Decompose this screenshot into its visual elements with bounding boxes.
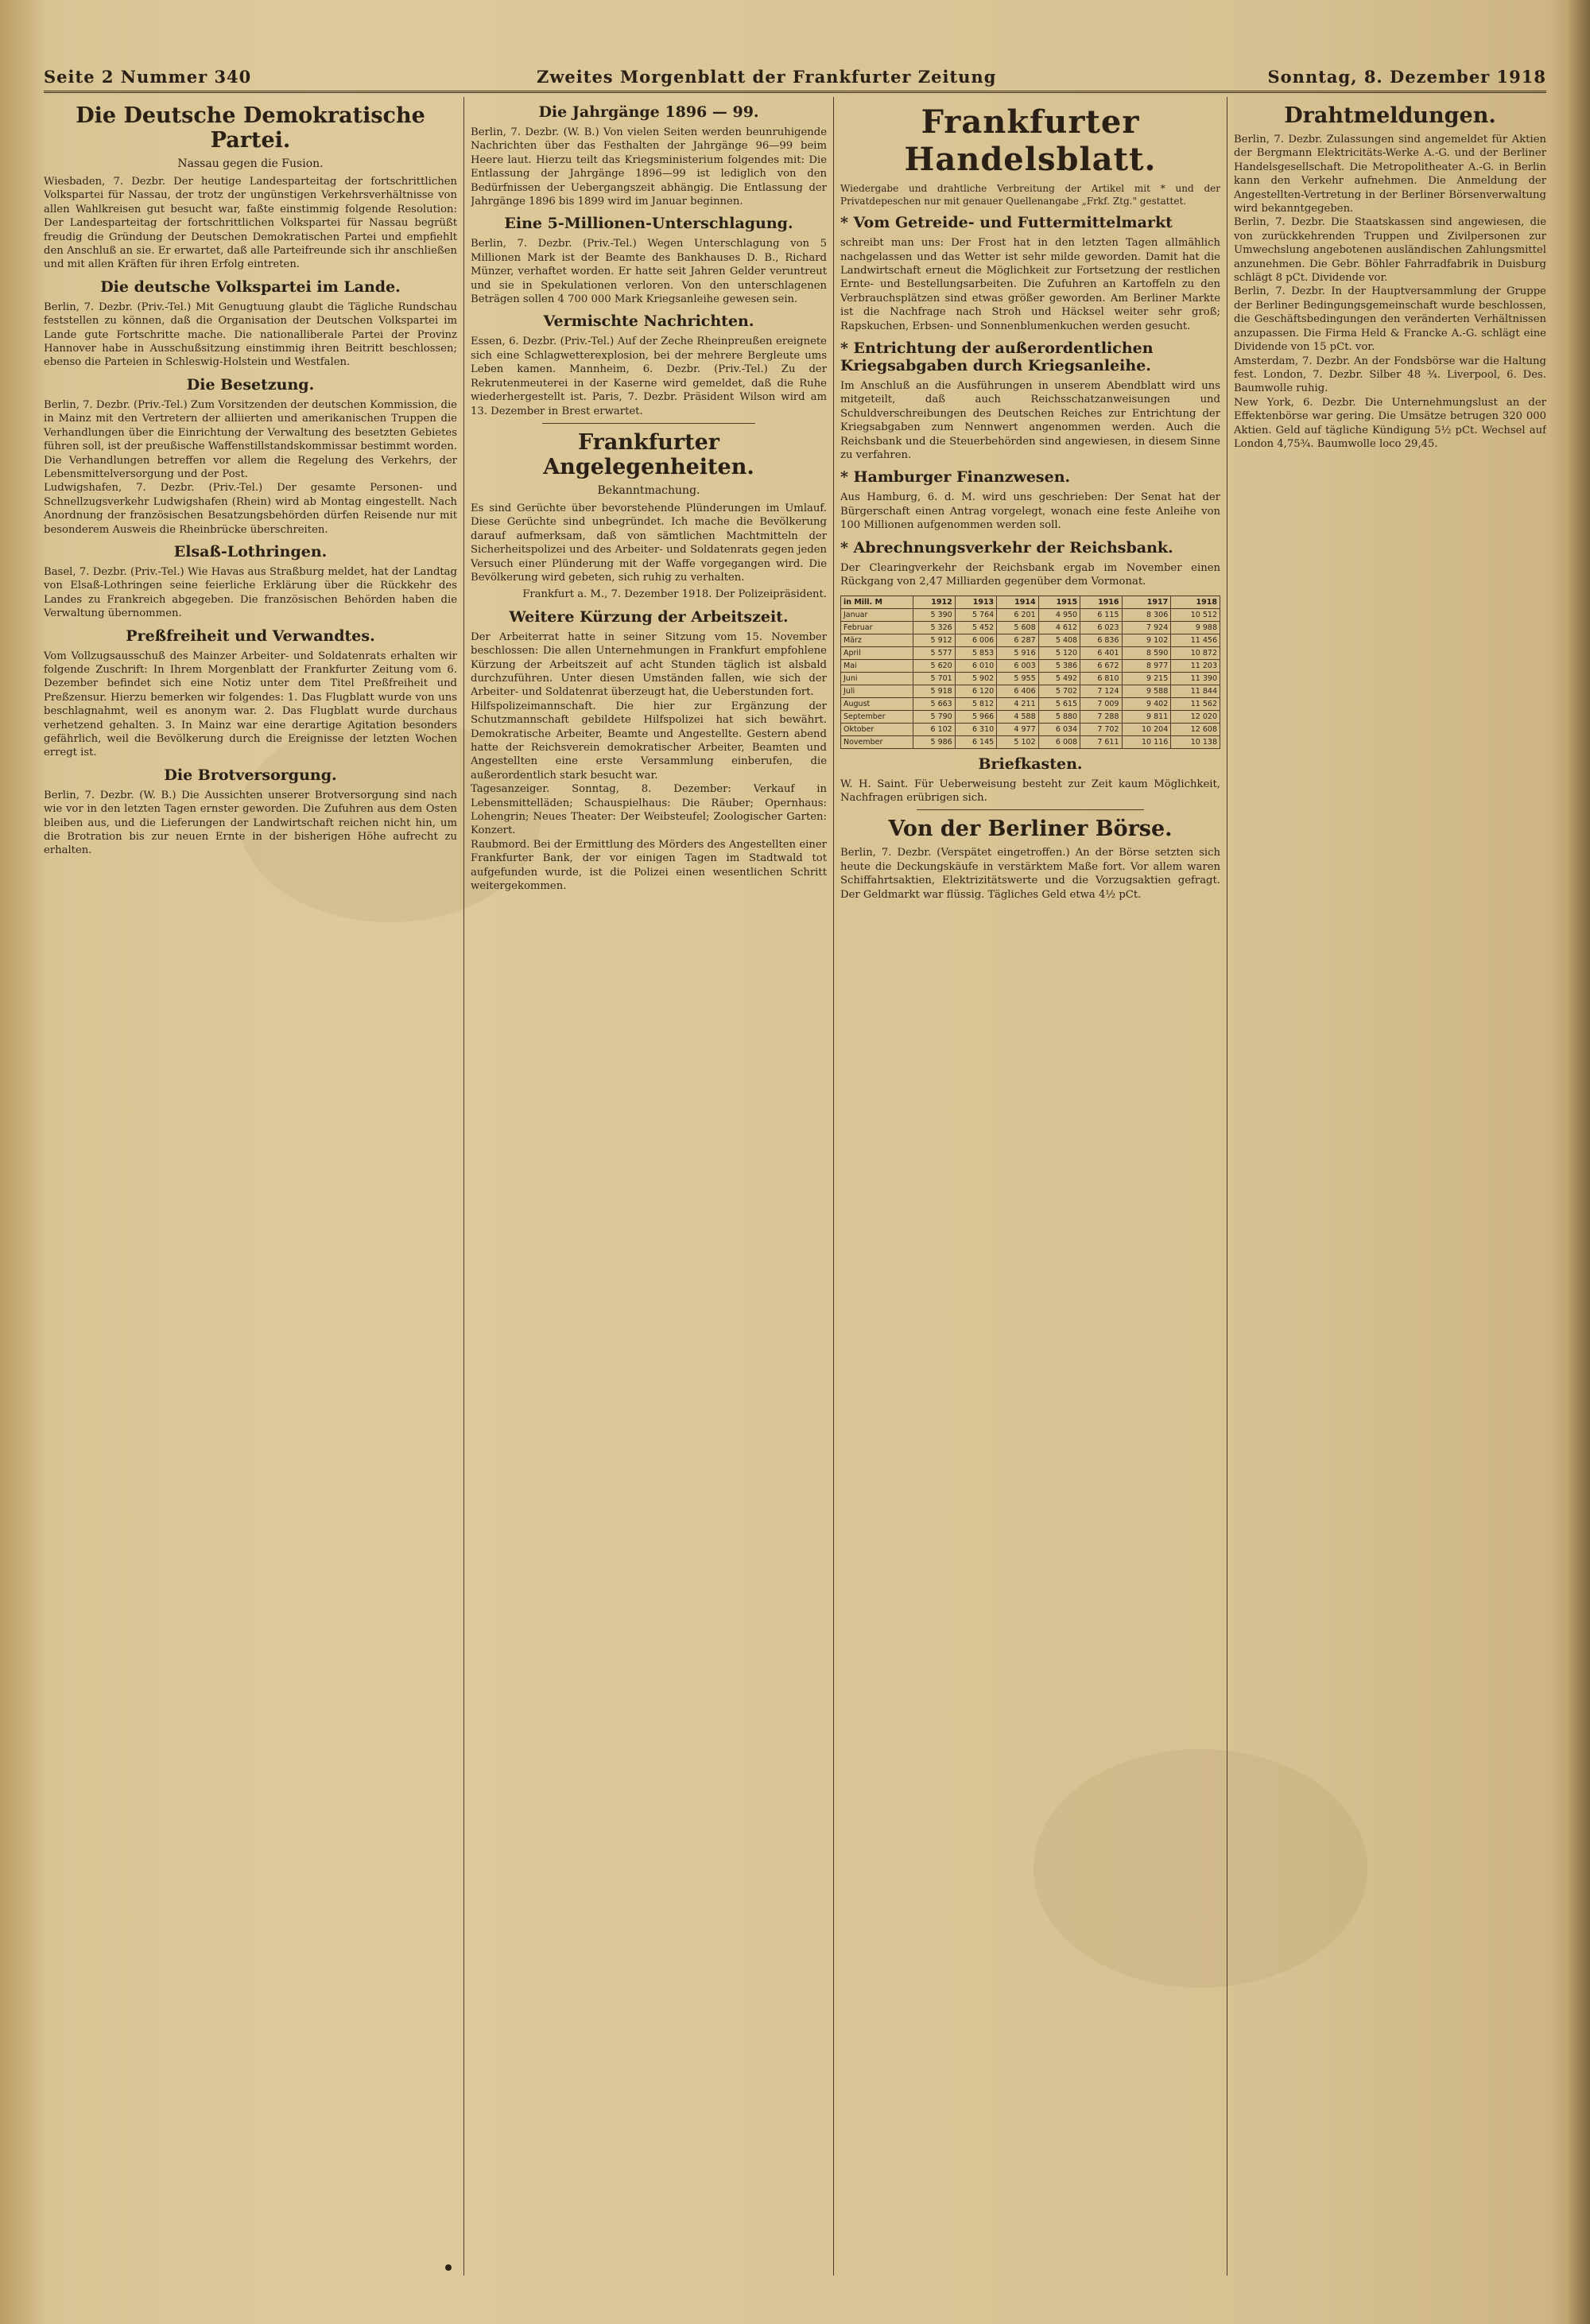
article-text: Essen, 6. Dezbr. (Priv.-Tel.) Auf der Zeche Rheinpreußen ereignete sich eine Schlagwetterexplosion, bei der mehrere Bergleute ums Leben kamen. Mannheim, 6. Dezbr. (Priv.-Tel.) Zu der Rekrutenmeuterei in der Kaserne wird gemeldet, daß die Ruhe wiederhergestellt ist. Paris, 7. Dezbr. Präsident Wilson wird am 13. Dezember in Brest erwartet. [471, 336, 827, 417]
section-heading: Die Brotversorgung. [164, 766, 337, 784]
table-row [841, 634, 1220, 646]
table-cell: 4 612 [1038, 621, 1080, 634]
table-cell: 11 844 [1171, 685, 1220, 697]
table-cell: 6 115 [1080, 608, 1122, 621]
table-cell: 9 402 [1122, 697, 1171, 710]
article-text: Berlin, 7. Dezbr. In der Hauptversammlung der Gruppe der Berliner Bedingungsgemeinschaft wurde beschlossen, die Geschäftsbedingungen den veränderten Verhältnissen anzupassen. Die Firma Held & Francke A.-G. schlägt eine Dividende von 15 pCt. vor. [1234, 285, 1546, 354]
masthead: Zweites Morgenblatt der Frankfurter Zeitung [537, 67, 997, 87]
article-text: W. H. Saint. Für Ueberweisung besteht zur Zeit kaum Möglichkeit, Nachfragen erübrigen sich. [840, 778, 1220, 804]
table-cell: 6 287 [997, 634, 1038, 646]
table-cell: 5 790 [913, 710, 955, 723]
table-cell: 9 215 [1122, 672, 1171, 685]
table-body [841, 608, 1220, 748]
article-text: Berlin, 7. Dezbr. (Verspätet eingetroffen.) An der Börse setzten sich heute die Deckungskäufe in verstärktem Maße fort. Vor allem waren Schiffahrtsaktien, Elektrizitätswerte und die Vorzugsaktien gefragt. Der Geldmarkt war flüssig. Tägliches Geld etwa 4½ pCt. [840, 847, 1220, 901]
article-heading: Die Jahrgänge 1896 — 99. [538, 103, 759, 121]
table-cell: Juli [841, 685, 913, 697]
table-cell: 9 588 [1122, 685, 1171, 697]
table-cell: Juni [841, 672, 913, 685]
article-text: Wiesbaden, 7. Dezbr. Der heutige Landesparteitag der fortschrittlichen Volkspartei für Nassau, der trotz der ungünstigen Verkehrsverhältnisse von allen Wahlkreisen gut besucht war, faßte einstimmig folgende Resolution: Der Landesparteitag der fortschrittlichen Volkspartei für Nassau begrüßt freudig die Gründung der Deutschen Demokratischen Partei und empfiehlt den Anschluß an sie. Er erwartet, daß alle Parteifreunde sich ihr anschließen und mit allen Kräften für ihren Erfolg eintreten. [44, 176, 457, 271]
table-row [841, 608, 1220, 621]
table-header-cell: 1917 [1122, 596, 1171, 608]
table-header-cell: 1918 [1171, 596, 1220, 608]
section-heading: * Abrechnungsverkehr der Reichsbank. [840, 538, 1173, 557]
article-text: New York, 6. Dezbr. Die Unternehmungslust an der Effektenbörse war gering. Die Umsätze betrugen 320 000 Aktien. Geld auf tägliche Kündigung 5½ pCt. Wechsel auf London 4,75¾. Baumwolle loco 29,45. [1234, 396, 1546, 450]
ink-dot [445, 2264, 452, 2271]
table-cell: April [841, 646, 913, 659]
table-cell: 8 306 [1122, 608, 1171, 621]
article-text: Berlin, 7. Dezbr. Zulassungen sind angemeldet für Aktien der Bergmann Elektricitäts-Werke A.-G. und der Berliner Handelsgesellschaft. Die Metropolitheater A.-G. in Berlin kann den Verkehr aufnehmen. Die Anmeldung der Angestellten-Vertretung in der Berliner Börsenverwaltung wird bekanntgegeben. [1234, 134, 1546, 215]
column-news [471, 97, 827, 2276]
table-cell: 9 102 [1122, 634, 1171, 646]
table-header-cell: 1914 [997, 596, 1038, 608]
table-cell: 6 023 [1080, 621, 1122, 634]
article-text: Ludwigshafen, 7. Dezbr. (Priv.-Tel.) Der gesamte Personen- und Schnellzugsverkehr Ludwigshafen (Rhein) wird ab Montag eingestellt. Nach Anordnung der französischen Besatzungsbehörden dürfen Reisende nur mit besonderem Ausweis die Rheinbrücke überschreiten. [44, 482, 457, 536]
section-heading: Die deutsche Volkspartei im Lande. [100, 277, 401, 296]
table-cell: 5 918 [913, 685, 955, 697]
table-cell: 5 663 [913, 697, 955, 710]
column-commerce [840, 97, 1220, 2276]
article-subheading: Bekanntmachung. [597, 483, 700, 497]
table-cell: 5 102 [997, 735, 1038, 748]
section-title: Frankfurter Handelsblatt. [904, 103, 1157, 178]
clearing-table [840, 596, 1220, 749]
table-cell: 7 611 [1080, 735, 1122, 748]
article-heading: Die Deutsche Demokratische Partei. [76, 103, 425, 153]
table-cell: 6 006 [955, 634, 996, 646]
table-cell: 4 588 [997, 710, 1038, 723]
table-cell: 7 924 [1122, 621, 1171, 634]
section-heading: Elsaß-Lothringen. [173, 542, 328, 561]
section-heading: * Vom Getreide- und Futtermittelmarkt [840, 214, 1173, 232]
table-cell: 5 853 [955, 646, 996, 659]
article-text: Basel, 7. Dezbr. (Priv.-Tel.) Wie Havas aus Straßburg meldet, hat der Landtag von Elsaß-Lothringen seine feierliche Erklärung über die Rückkehr des Landes zu Frankreich abgegeben. Die französischen Behörden haben die Verwaltung übernommen. [44, 565, 457, 620]
table-cell: Februar [841, 621, 913, 634]
notice-signature: Frankfurt a. M., 7. Dezember 1918. Der Polizeipräsident. [522, 588, 827, 601]
table-cell: 6 003 [997, 659, 1038, 672]
table-cell: 5 955 [997, 672, 1038, 685]
table-cell: 8 977 [1122, 659, 1171, 672]
table-cell: 7 124 [1080, 685, 1122, 697]
article-text: Raubmord. Bei der Ermittlung des Mörders des Angestellten einer Frankfurter Bank, der vor einigen Tagen im Stadtwald tot aufgefunden wurde, ist die Polizei einen wesentlichen Schritt weitergekommen. [471, 838, 827, 893]
table-header-cell: in Mill. M [841, 596, 913, 608]
table-cell: 5 902 [955, 672, 996, 685]
table-cell: 4 950 [1038, 608, 1080, 621]
table-cell: 6 201 [997, 608, 1038, 621]
section-title: Drahtmeldungen. [1284, 103, 1496, 128]
table-cell: 5 912 [913, 634, 955, 646]
table-cell: 5 386 [1038, 659, 1080, 672]
page-header [44, 64, 1546, 93]
table-row [841, 710, 1220, 723]
table-cell: 5 620 [913, 659, 955, 672]
table-cell: 5 577 [913, 646, 955, 659]
section-heading: Vermischte Nachrichten. [543, 312, 754, 331]
section-heading: Preßfreiheit und Verwandtes. [126, 627, 375, 645]
article-text: Es sind Gerüchte über bevorstehende Plünderungen im Umlauf. Diese Gerüchte sind unbegründet. Ich mache die Bevölkerung darauf aufmerksam, daß von sämtlichen Machtmitteln der Sicherheitspolizei und des Arbeiter- und Soldatenrats gegen jeden Versuch einer Plünderung mit der Waffe vorgegangen wird. Die Bevölkerung wird gebeten, sich ruhig zu verhalten. [471, 502, 827, 584]
table-cell: 5 615 [1038, 697, 1080, 710]
divider [542, 423, 756, 424]
table-cell: 5 702 [1038, 685, 1080, 697]
copyright-note: Wiedergabe und drahtliche Verbreitung der Artikel mit * und der Privatdepeschen nur mit genauer Quellenangabe „Frkf. Ztg." gestattet. [840, 183, 1220, 207]
section-heading: * Hamburger Finanzwesen. [840, 468, 1071, 487]
table-cell: 10 872 [1171, 646, 1220, 659]
article-text: Amsterdam, 7. Dezbr. An der Fondsbörse war die Haltung fest. London, 7. Dezbr. Silber 48 ¾. Liverpool, 6. Des. Baumwolle ruhig. [1234, 355, 1546, 395]
table-cell: 10 138 [1171, 735, 1220, 748]
table-cell: 10 512 [1171, 608, 1220, 621]
table-header-cell: 1912 [913, 596, 955, 608]
table-row [841, 672, 1220, 685]
table-cell: 7 009 [1080, 697, 1122, 710]
table-cell: 4 977 [997, 723, 1038, 735]
table-cell: 8 590 [1122, 646, 1171, 659]
table-cell: 6 120 [955, 685, 996, 697]
table-row [841, 646, 1220, 659]
table-cell: November [841, 735, 913, 748]
table-cell: 5 120 [1038, 646, 1080, 659]
table-cell: 5 701 [913, 672, 955, 685]
table-cell: August [841, 697, 913, 710]
table-header-cell: 1913 [955, 596, 996, 608]
article-heading: Von der Berliner Börse. [888, 817, 1173, 842]
table-cell: 5 764 [955, 608, 996, 621]
table-cell: 7 288 [1080, 710, 1122, 723]
table-cell: 11 456 [1171, 634, 1220, 646]
table-cell: 6 401 [1080, 646, 1122, 659]
divider [917, 809, 1145, 810]
article-text: Berlin, 7. Dezbr. (Priv.-Tel.) Mit Genugtuung glaubt die Tägliche Rundschau feststellen zu können, daß die Organisation der Deutschen Volkspartei im Lande gute Fortschritte mache. Die nationalliberale Partei der Provinz Hannover habe in Ausschußsitzung einstimmig ihren Beitritt beschlossen; ebenso die Parteien in Schleswig-Holstein und Westfalen. [44, 301, 457, 369]
table-cell: 6 034 [1038, 723, 1080, 735]
article-text: Der Arbeiterrat hatte in seiner Sitzung vom 15. November beschlossen: Die allen Unternehmungen in Frankfurt empfohlene Kürzung der Arbeitszeit auf acht Stunden täglich ist alsbald durchzuführen. Unter diesen Umständen fallen, wie sich der Arbeiter- und Soldatenrat überzeugt hat, die Ueberstunden fort. [471, 630, 827, 699]
table-header-cell: 1915 [1038, 596, 1080, 608]
table-cell: 12 020 [1171, 710, 1220, 723]
page-number: Seite 2 Nummer 340 [44, 67, 252, 87]
article-text: Aus Hamburg, 6. d. M. wird uns geschrieben: Der Senat hat der Bürgerschaft einen Antrag vorgelegt, wonach eine feste Anleihe von 100 Millionen aufgenommen werden soll. [840, 491, 1220, 532]
table-cell: 6 310 [955, 723, 996, 735]
table-cell: 5 812 [955, 697, 996, 710]
section-heading: Briefkasten. [978, 755, 1083, 773]
table-row [841, 659, 1220, 672]
table-cell: September [841, 710, 913, 723]
table-cell: 6 672 [1080, 659, 1122, 672]
table-cell: 6 145 [955, 735, 996, 748]
table-cell: 10 204 [1122, 723, 1171, 735]
table-cell: 11 562 [1171, 697, 1220, 710]
table-cell: 4 211 [997, 697, 1038, 710]
column-rule [833, 97, 834, 2276]
section-heading: Weitere Kürzung der Arbeitszeit. [509, 607, 789, 626]
article-text: schreibt man uns: Der Frost hat in den letzten Tagen allmählich nachgelassen und das Wetter ist sehr milde geworden. Damit hat die Landwirtschaft erneut die Möglichkeit zur Fortsetzung der restlichen Ernte- und Bestellungsarbeiten. Die Zufuhren an Kartoffeln zu den Verbrauchsplätzen sind etwas größer geworden. Am Berliner Markte ist die Nachfrage nach Stroh und Häcksel weiter sehr groß; Rapskuchen, Erbsen- und Sonnenblumenkuchen werden gesucht. [840, 237, 1220, 332]
table-row [841, 697, 1220, 710]
table-row [841, 735, 1220, 748]
article-text: Hilfspolizeimannschaft. Die hier zur Ergänzung der Schutzmannschaft gebildete Hilfspolizei hat sich bewährt. Demokratische Arbeiter, Beamte und Angestellte. Gestern abend hatte der Reichsverein demokratischer Arbeiter, Beamten und Angestellten eine erste Versammlung einberufen, die außerordentlich stark besucht war. [471, 700, 827, 782]
article-text: Berlin, 7. Dezbr. (W. B.) Die Aussichten unserer Brotversorgung sind nach wie vor in den letzten Tagen ernster geworden. Die Zufuhren aus dem Osten bleiben aus, und die Lieferungen der Landwirtschaft reichen nicht hin, um die Brotration bis zur neuen Ernte in der bisherigen Höhe aufrecht zu erhalten. [44, 789, 457, 857]
table-cell: 7 702 [1080, 723, 1122, 735]
article-text: Berlin, 7. Dezbr. (W. B.) Von vielen Seiten werden beunruhigende Nachrichten über das Festhalten der Jahrgänge 96—99 beim Heere laut. Hierzu teilt das Kriegsministerium folgendes mit: Die Entlassung der Jahrgänge 1896—99 ist lediglich von den Bedürfnissen der Uebergangszeit abhängig. Die Entlassung der Jahrgänge 1896 bis 1899 wird im Januar beginnen. [471, 126, 827, 208]
table-cell: 9 811 [1122, 710, 1171, 723]
table-cell: 5 608 [997, 621, 1038, 634]
table-cell: 5 326 [913, 621, 955, 634]
table-cell: 5 880 [1038, 710, 1080, 723]
table-cell: Oktober [841, 723, 913, 735]
table-cell: 11 203 [1171, 659, 1220, 672]
table-cell: 6 102 [913, 723, 955, 735]
table-header-cell: 1916 [1080, 596, 1122, 608]
table-cell: 12 608 [1171, 723, 1220, 735]
section-heading: Eine 5-Millionen-Unterschlagung. [504, 215, 793, 233]
table-cell: 5 390 [913, 608, 955, 621]
table-cell: 6 008 [1038, 735, 1080, 748]
table-cell: 6 836 [1080, 634, 1122, 646]
section-heading: * Entrichtung der außerordentlichen Kriegsabgaben durch Kriegsanleihe. [840, 339, 1154, 375]
article-heading: Frankfurter Angelegenheiten. [543, 429, 754, 479]
article-text: Berlin, 7. Dezbr. Die Staatskassen sind angewiesen, die von zurückkehrenden Truppen und Zivilpersonen zur Umwechslung angebotenen ausländischen Zahlungsmittel anzunehmen. Die Gebr. Böhler Fahrradfabrik in Duisburg schlägt 8 pCt. Dividende vor. [1234, 216, 1546, 285]
table-cell: Januar [841, 608, 913, 621]
article-text: Im Anschluß an die Ausführungen in unserem Abendblatt wird uns mitgeteilt, daß auch Reichsschatzanweisungen und Schuldverschreibungen des Deutschen Reiches zur Entrichtung der Kriegsabgaben zum Nennwert angenommen werden. Auch die Reichsbank und die Steuerbehörden sind angewiesen, in diesem Sinne zu verfahren. [840, 380, 1220, 462]
table-header-row [841, 596, 1220, 608]
table-cell: 5 492 [1038, 672, 1080, 685]
table-cell: 6 010 [955, 659, 996, 672]
table-cell: 5 408 [1038, 634, 1080, 646]
column-rule [463, 97, 464, 2276]
table-row [841, 685, 1220, 697]
section-heading: Die Besetzung. [186, 375, 315, 394]
article-text: Der Clearingverkehr der Reichsbank ergab im November einen Rückgang von 2,47 Milliarden gegenüber dem Vormonat. [840, 561, 1220, 588]
table-cell: 6 810 [1080, 672, 1122, 685]
column-politics [44, 97, 457, 2276]
table-cell: 11 390 [1171, 672, 1220, 685]
table-row [841, 723, 1220, 735]
table-cell: 5 916 [997, 646, 1038, 659]
binding-shadow [1568, 0, 1590, 2324]
table-cell: 6 406 [997, 685, 1038, 697]
table-cell: 5 986 [913, 735, 955, 748]
table-cell: März [841, 634, 913, 646]
article-subheading: Nassau gegen die Fusion. [177, 157, 324, 170]
table-cell: 10 116 [1122, 735, 1171, 748]
table-row [841, 621, 1220, 634]
table-cell: 5 966 [955, 710, 996, 723]
article-text: Vom Vollzugsausschuß des Mainzer Arbeiter- und Soldatenrats erhalten wir folgende Zuschrift: In Ihrem Morgenblatt der Frankfurter Zeitung vom 6. Dezember befindet sich eine Notiz unter dem Titel Preßfreiheit und Preßzensur. Hierzu bemerken wir folgendes: 1. Das Flugblatt wurde von uns beschlagnahmt, weil es anonym war. 2. Das Flugblatt wurde durchaus verhetzend gehalten. 3. In Mainz war eine derartige Agitation besonders gefährlich, weil die Bevölkerung durch die Ereignisse der letzten Wochen erregt ist. [44, 650, 457, 759]
table-cell: 9 988 [1171, 621, 1220, 634]
issue-date: Sonntag, 8. Dezember 1918 [1267, 67, 1546, 87]
column-wire-reports [1234, 97, 1546, 2276]
article-text: Berlin, 7. Dezbr. (Priv.-Tel.) Zum Vorsitzenden der deutschen Kommission, die in Mainz mit den Vertretern der alliierten und amerikanischen Truppen die Verhandlungen über die Einrichtung der Verwaltung des besetzten Gebietes führen soll, ist der preußische Waffenstillstandskommissar bestimmt worden. Die Verhandlungen betreffen vor allem die Regelung des Verkehrs, der Lebensmittelversorgung und der Post. [44, 398, 457, 480]
table-cell: Mai [841, 659, 913, 672]
article-text: Tagesanzeiger. Sonntag, 8. Dezember: Verkauf in Lebensmittelläden; Schauspielhaus: Die Räuber; Opernhaus: Lohengrin; Neues Theater: Der Weibsteufel; Zoologischer Garten: Konzert. [471, 783, 827, 837]
table-cell: 5 452 [955, 621, 996, 634]
article-text: Berlin, 7. Dezbr. (Priv.-Tel.) Wegen Unterschlagung von 5 Millionen Mark ist der Beamte des Bankhauses D. B., Richard Münzer, verhaftet worden. Er hatte seit Jahren Gelder veruntreut und sie in Spekulationen verloren. Von den unterschlagenen Beträgen sollen 4 700 000 Mark Kriegsanleihe gewesen sein. [471, 238, 827, 306]
